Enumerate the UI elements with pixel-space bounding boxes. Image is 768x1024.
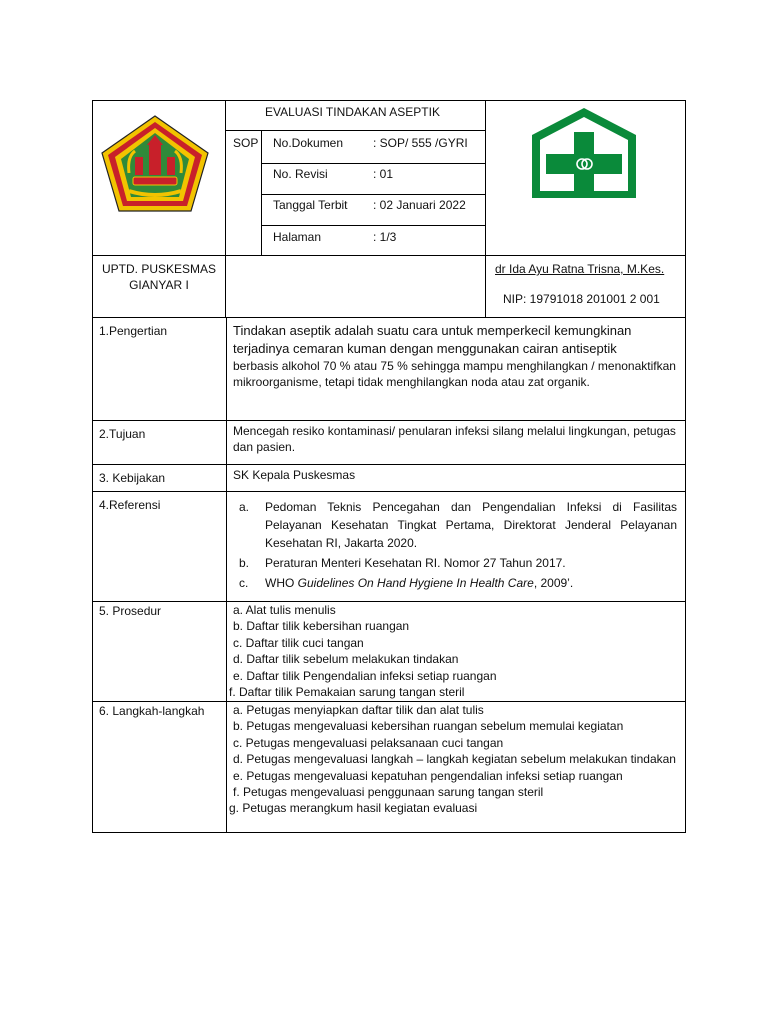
regency-crest-logo	[99, 113, 211, 213]
row-prosedur	[92, 601, 686, 702]
prosedur-item: e. Daftar tilik Pengendalian infeksi setiap ruangan	[233, 668, 497, 683]
org-name-line1: UPTD. PUSKESMAS	[101, 262, 217, 276]
reference-text-suffix: , 2009’.	[533, 576, 574, 590]
langkah-item: g. Petugas merangkum hasil kegiatan evaluasi	[229, 801, 478, 816]
prosedur-item: f. Daftar tilik Pemakaian sarung tangan steril	[229, 685, 465, 700]
org-name-line2: GIANYAR I	[129, 278, 189, 292]
row-langkah	[92, 701, 686, 833]
reference-text-prefix: WHO	[265, 576, 298, 590]
doc-number-value: : SOP/ 555 /GYRI	[373, 136, 468, 150]
langkah-item: e. Petugas mengevaluasi kepatuhan pengendalian infeksi setiap ruangan	[233, 768, 623, 783]
label-kebijakan: 3. Kebijakan	[99, 471, 166, 485]
header-table	[92, 100, 686, 256]
pengertian-text-small: berbasis alkohol 70 % atau 75 % sehingga mampu menghilangkan / menonaktifkan mikroorganisme, tetapi tidak menghilangkan noda atau zat organik.	[233, 359, 676, 390]
row-referensi	[92, 491, 686, 602]
signer-name: dr Ida Ayu Ratna Trisna, M.Kes.	[495, 262, 665, 276]
prosedur-item: c. Daftar tilik cuci tangan	[233, 635, 364, 650]
label-pengertian: 1.Pengertian	[99, 324, 168, 338]
langkah-item: a. Petugas menyiapkan daftar tilik dan alat tulis	[233, 703, 484, 717]
row-tujuan	[92, 420, 686, 465]
reference-item	[233, 574, 677, 592]
reference-text: Peraturan Menteri Kesehatan RI. Nomor 27 Tahun 2017.	[265, 556, 566, 570]
content-referensi	[233, 498, 677, 592]
reference-marker: a.	[239, 500, 250, 514]
reference-marker: c.	[239, 576, 249, 590]
content-prosedur	[229, 602, 677, 700]
sop-label: SOP	[233, 136, 259, 150]
langkah-item: d. Petugas mengevaluasi langkah – langkah kegiatan sebelum melakukan tindakan	[233, 752, 676, 767]
pengertian-text-large: Tindakan aseptik adalah suatu cara untuk memperkecil kemungkinan terjadinya cemaran kuman dengan menggunakan cairan antiseptik	[233, 323, 632, 356]
prosedur-item: b. Daftar tilik kebersihan ruangan	[233, 619, 410, 634]
prosedur-item: d. Daftar tilik sebelum melakukan tindakan	[233, 652, 459, 667]
reference-text-italic: Guidelines On Hand Hygiene In Health Care	[297, 576, 534, 590]
prosedur-item: a. Alat tulis menulis	[233, 603, 336, 617]
content-tujuan: Mencegah resiko kontaminasi/ penularan infeksi silang melalui lingkungan, petugas dan pasien.	[233, 424, 676, 455]
label-langkah: 6. Langkah-langkah	[99, 704, 205, 718]
page-label: Halaman	[273, 230, 322, 244]
langkah-item: f. Petugas mengevaluasi penggunaan sarung tangan steril	[233, 785, 544, 800]
issue-date-value: : 02 Januari 2022	[373, 198, 466, 212]
revision-label: No. Revisi	[273, 167, 328, 181]
revision-value: : 01	[373, 167, 394, 181]
label-tujuan: 2.Tujuan	[99, 427, 146, 441]
reference-marker: b.	[239, 556, 250, 570]
label-referensi: 4.Referensi	[99, 498, 161, 512]
row-pengertian	[92, 317, 686, 421]
signer-nip: NIP: 19791018 201001 2 001	[503, 292, 660, 306]
content-langkah	[229, 702, 677, 817]
doc-number-label: No.Dokumen	[273, 136, 344, 150]
content-kebijakan: SK Kepala Puskesmas	[233, 468, 356, 482]
page-value: : 1/3	[373, 230, 397, 244]
issue-date-label: Tanggal Terbit	[273, 198, 348, 212]
puskesmas-logo	[529, 105, 639, 205]
document-title: EVALUASI TINDAKAN ASEPTIK	[265, 105, 440, 119]
content-pengertian	[233, 322, 677, 391]
row-kebijakan	[92, 464, 686, 492]
reference-item	[233, 498, 677, 552]
langkah-item: c. Petugas mengevaluasi pelaksanaan cuci tangan	[233, 735, 504, 750]
reference-text: Pedoman Teknis Pencegahan dan Pengendalian Infeksi di Fasilitas Pelayanan Kesehatan Tingkat Pertama, Direktorat Jenderal Pelayanan Kesehatan RI, Jakarta 2020.	[265, 500, 677, 550]
identity-row	[92, 255, 686, 318]
reference-item	[233, 554, 677, 572]
label-prosedur: 5. Prosedur	[99, 604, 162, 618]
langkah-item: b. Petugas mengevaluasi kebersihan ruangan sebelum memulai kegiatan	[233, 719, 624, 734]
